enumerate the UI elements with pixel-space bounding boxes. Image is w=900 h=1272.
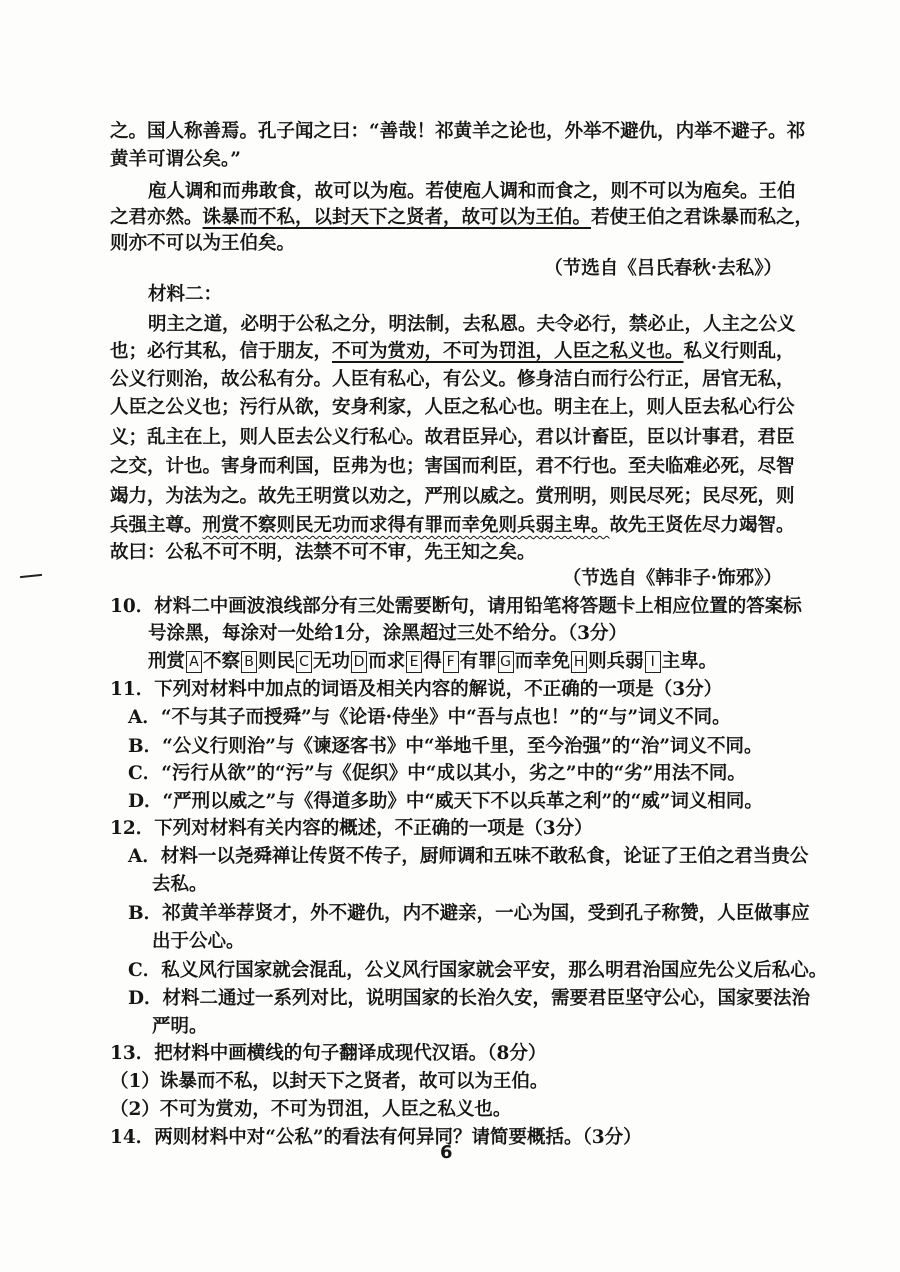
material2-source: （节选自《韩非子·饰邪》） [562,568,782,589]
material1-p2-line-2 [110,206,813,230]
segment: 主卑。 [661,651,718,672]
material2-text-end: 私义行则乱， [683,341,795,362]
answer-box-f[interactable]: F [443,651,459,673]
q10-stem-line-2: 号涂黑，每涂对一处给1分，涂黑超过三处不给分。（3分） [148,623,627,644]
answer-box-h[interactable]: H [571,651,587,673]
material2-text: 兵强主尊。 [110,515,203,536]
material1-p2-text: 之君亦然。 [110,207,203,228]
page-number: 6 [440,1142,453,1163]
material1-line-1: 之。国人称善焉。孔子闻之曰：“善哉！祁黄羊之论也，外举不避仇，内举不避子。祁 [110,121,806,142]
material2-line-9: 故曰：公私不可不明，法禁不可不审，先王知之矣。 [110,542,536,563]
q12-option-c[interactable]: C．私义风行国家就会混乱，公义风行国家就会平安，那么明君治国应先公义后私心。 [128,960,828,981]
q14-stem: 14．两则材料中对“公私”的看法有何异同？请简要概括。（3分） [110,1127,642,1148]
segment: 则兵弱 [588,651,644,672]
segment: 而求 [368,651,406,672]
q12-option-d[interactable]: D．材料二通过一系列对比，说明国家的长治久安，需要君臣坚守公心，国家要法治 [128,988,811,1009]
segment: 有罪 [459,651,497,672]
material2-line-5: 义；乱主在上，则人臣去公义行私心。故君臣异心，君以计畜臣，臣以计事君，君臣 [110,427,795,448]
material2-line-1: 明主之道，必明于公私之分，明法制，去私恩。夫令必行，禁必止，人主之公义 [148,314,796,335]
material1-p2-line-1: 庖人调和而弗敢食，故可以为庖。若使庖人调和而食之，则不可以为庖矣。王伯 [148,181,796,202]
q11-stem: 11．下列对材料中加点的词语及相关内容的解说，不正确的一项是（3分） [110,679,723,700]
material1-source: （节选自《吕氏春秋·去私》） [544,258,782,279]
material2-line-3: 公义行则治，故公私有分。人臣有私心，有公义。修身洁白而行公行正，居官无私， [110,369,795,390]
q13-stem: 13．把材料中画横线的句子翻译成现代汉语。（8分） [110,1043,547,1064]
answer-box-a[interactable]: A [186,651,202,673]
material2-text-end: 故先王贤佐尽力竭智。 [609,515,795,536]
q11-option-d[interactable]: D．“严刑以威之”与《得道多助》中“威天下不以兵革之利”的“威”词义相同。 [128,791,763,812]
answer-box-c[interactable]: C [296,651,312,673]
segment: 得 [423,651,442,672]
q12-option-b-cont: 出于公心。 [152,931,245,952]
material2-line-7: 竭力，为法为之。故先王明赏以劝之，严刑以威之。赏刑明，则民尽死；民尽死，则 [110,486,795,507]
q11-option-c[interactable]: C．“污行从欲”的“污”与《促织》中“成以其小，劣之”中的“劣”用法不同。 [128,763,746,784]
q12-option-d-cont: 严明。 [152,1016,208,1037]
segment: 而幸免 [514,651,571,672]
segment: 则民 [258,651,296,672]
q10-stem-line-1: 10．材料二中画波浪线部分有三处需要断句，请用铅笔将答题卡上相应位置的答案标 [110,596,802,617]
material1-p2-line-3: 则亦不可以为王伯矣。 [110,233,296,254]
material2-line-6: 之交，计也。害身而利国，臣弗为也；害国而利臣，君不行也。至夫临难必死，尽智 [110,456,795,477]
q11-option-b[interactable]: B．“公义行则治”与《谏逐客书》中“举地千里，至今治强”的“治”词义不同。 [128,736,763,757]
answer-box-i[interactable]: I [645,651,661,673]
answer-box-e[interactable]: E [406,651,422,673]
answer-box-d[interactable]: D [351,651,367,673]
material1-line-2: 黄羊可谓公矣。” [110,149,241,170]
answer-box-b[interactable]: B [241,651,257,673]
q12-option-b[interactable]: B．祁黄羊举荐贤才，外不避仇，内不避亲，一心为国，受到孔子称赞，人臣做事应 [128,903,810,924]
q11-option-a[interactable]: A．“不与其子而授舜”与《论语·侍坐》中“吾与点也！”的“与”词义不同。 [128,707,731,728]
material2-heading: 材料二： [148,284,223,305]
q12-stem: 12．下列对材料有关内容的概述，不正确的一项是（3分） [110,818,593,839]
pen-mark [20,574,42,578]
material1-p2-text-end: 若使王伯之君诛暴而私之， [591,207,814,228]
q12-option-a[interactable]: A．材料一以尧舜禅让传贤不传子，厨师调和五味不敢私食，论证了王伯之君当贵公 [128,846,809,867]
answer-box-g[interactable]: G [498,651,514,673]
material2-text: 也；必行其私，信于朋友， [110,341,333,362]
q12-option-a-cont: 去私。 [152,874,208,895]
segment: 无功 [313,651,351,672]
material2-line-8 [110,514,795,538]
q13-sentence-1: （1）诛暴而不私，以封天下之贤者，故可以为王伯。 [110,1071,549,1092]
material2-line-4: 人臣之公义也；污行从欲，安身利家，人臣之私心也。明主在上，则人臣去私心行公 [110,397,795,418]
underlined-sentence-2: 不可为赏劝，不可为罚沮，人臣之私义也。 [332,341,684,362]
material2-line-2 [110,340,795,364]
q13-sentence-2: （2）不可为赏劝，不可为罚沮，人臣之私义也。 [110,1099,512,1120]
segment: 刑赏 [148,651,186,672]
wavy-underlined-sentence: 刑赏不察则民无功而求得有罪而幸免则兵弱主卑。 [202,515,610,536]
q10-sentence-segments [148,650,717,674]
underlined-sentence-1: 诛暴而不私，以封天下之贤者，故可以为王伯。 [202,207,592,228]
segment: 不察 [203,651,241,672]
